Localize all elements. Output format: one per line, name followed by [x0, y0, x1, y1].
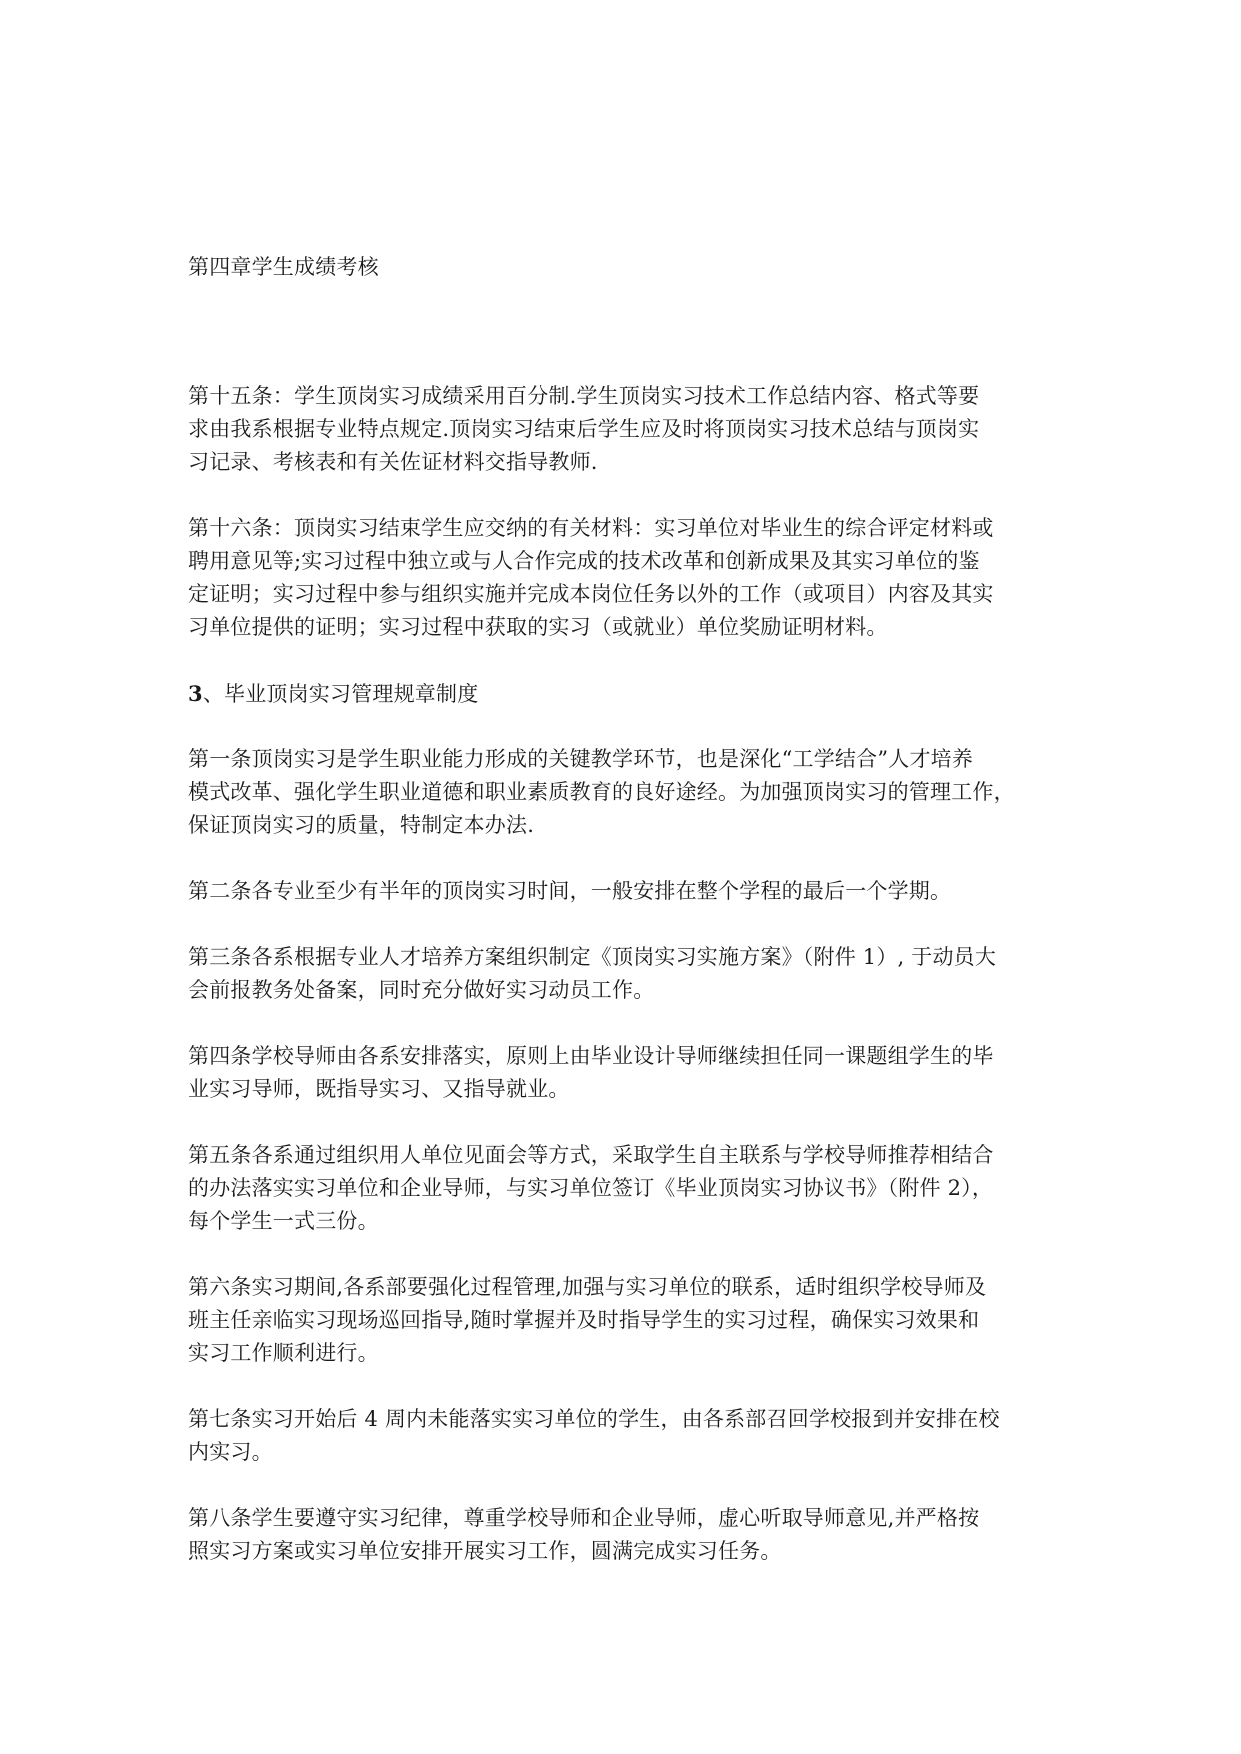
- article-5-line-3: 每个学生一式三份。: [188, 1209, 379, 1233]
- article-1-line-1: 第一条顶岗实习是学生职业能力形成的关键教学环节，也是深化“工学结合”人才培养: [188, 747, 974, 771]
- article-1-line-3: 保证顶岗实习的质量，特制定本办法.: [188, 813, 535, 837]
- article-8-line-2: 照实习方案或实习单位安排开展实习工作，圆满完成实习任务。: [188, 1539, 782, 1563]
- article-16-line-1: 第十六条：顶岗实习结束学生应交纳的有关材料：实习单位对毕业生的综合评定材料或: [188, 516, 994, 540]
- article-4-line-2: 业实习导师，既指导实习、又指导就业。: [188, 1077, 570, 1101]
- section-title: 、毕业顶岗实习管理规章制度: [202, 682, 479, 706]
- article-15-line-1: 第十五条：学生顶岗实习成绩采用百分制.学生顶岗实习技术工作总结内容、格式等要: [188, 384, 980, 408]
- article-2-line-1: 第二条各专业至少有半年的顶岗实习时间，一般安排在整个学程的最后一个学期。: [188, 879, 952, 903]
- section-number: 3: [188, 681, 203, 706]
- article-1-line-2: 模式改革、强化学生职业道德和职业素质教育的良好途经。为加强顶岗实习的管理工作，: [188, 780, 1015, 804]
- article-6-line-3: 实习工作顺利进行。: [188, 1341, 379, 1365]
- article-6-line-1: 第六条实习期间,各系部要强化过程管理,加强与实习单位的联系，适时组织学校导师及: [188, 1275, 987, 1299]
- article-3-line-2: 会前报教务处备案，同时充分做好实习动员工作。: [188, 978, 655, 1002]
- article-15-line-2: 求由我系根据专业特点规定.顶岗实习结束后学生应及时将顶岗实习技术总结与顶岗实: [188, 417, 980, 441]
- section-3-heading: [188, 677, 1068, 711]
- article-15-line-3: 习记录、考核表和有关佐证材料交指导教师.: [188, 450, 598, 474]
- article-7-line-1: 第七条实习开始后 4 周内未能落实实习单位的学生，由各系部召回学校报到并安排在校: [188, 1407, 1000, 1431]
- article-5-line-1: 第五条各系通过组织用人单位见面会等方式，采取学生自主联系与学校导师推荐相结合: [188, 1143, 994, 1167]
- chapter-heading: 第四章学生成绩考核: [188, 255, 379, 279]
- article-16-line-2: 聘用意见等;实习过程中独立或与人合作完成的技术改革和创新成果及其实习单位的鉴: [188, 549, 980, 573]
- article-3-line-1: 第三条各系根据专业人才培养方案组织制定《顶岗实习实施方案》（附件 1）, 于动员大: [188, 945, 997, 969]
- article-4-line-1: 第四条学校导师由各系安排落实，原则上由毕业设计导师继续担任同一课题组学生的毕: [188, 1044, 994, 1068]
- article-8-line-1: 第八条学生要遵守实习纪律，尊重学校导师和企业导师，虚心听取导师意见,并严格按: [188, 1506, 980, 1530]
- article-16-line-3: 定证明；实习过程中参与组织实施并完成本岗位任务以外的工作（或项目）内容及其实: [188, 582, 994, 606]
- article-6-line-2: 班主任亲临实习现场巡回指导,随时掌握并及时指导学生的实习过程，确保实习效果和: [188, 1308, 980, 1332]
- article-16-line-4: 习单位提供的证明；实习过程中获取的实习（或就业）单位奖励证明材料。: [188, 615, 888, 639]
- article-5-line-2: 的办法落实实习单位和企业导师，与实习单位签订《毕业顶岗实习协议书》（附件 2），: [188, 1176, 994, 1200]
- article-7-line-2: 内实习。: [188, 1440, 273, 1464]
